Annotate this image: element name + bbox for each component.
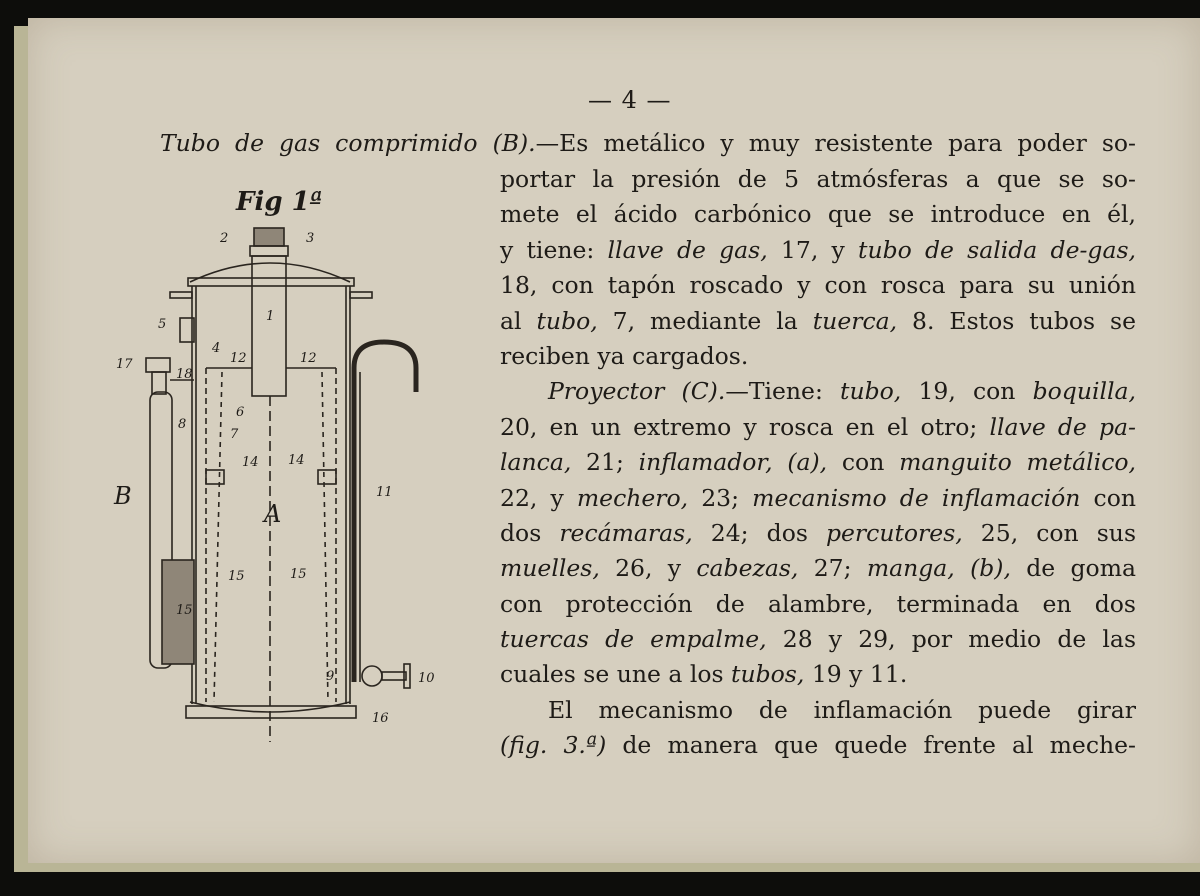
paragraph-2-line-4: 22, y mechero, 23; mecanismo de inflamación con [500, 483, 1136, 512]
figure-label: 10 [418, 671, 435, 686]
paragraph-1-line-1: Tubo de gas comprimido (B).—Es metálico y muy resistente para poder so- [160, 129, 1136, 157]
figure-1-illustration [114, 182, 450, 742]
figure-label: 15 [228, 569, 245, 584]
figure-label: 16 [372, 711, 389, 726]
figure-label: 14 [242, 455, 259, 470]
figure-label: 2 [220, 231, 229, 246]
figure-label: 12 [230, 351, 247, 366]
paragraph-1-line-3: mete el ácido carbónico que se introduce en él, [500, 200, 1136, 229]
figure-letter-a: A [264, 500, 282, 528]
figure-label: 11 [376, 485, 393, 500]
figure-label: 7 [230, 427, 239, 442]
figure-label: 12 [300, 351, 317, 366]
paragraph-2-line-1: Proyector (C).—Tiene: tubo, 19, con boquilla, [548, 377, 1136, 406]
figure-label: 8 [178, 417, 187, 432]
paragraph-1-line-5: 18, con tapón roscado y con rosca para su unión [500, 271, 1136, 300]
figure-label: 6 [236, 405, 245, 420]
paragraph-1-line-2: portar la presión de 5 atmósferas a que se so- [500, 165, 1136, 193]
figure-label: 14 [288, 453, 305, 468]
figure-label: 18 [176, 367, 193, 382]
paragraph-2-line-5: dos recámaras, 24; dos percutores, 25, con sus [500, 518, 1136, 547]
page-number: — 4 — [588, 86, 672, 114]
paragraph-2-line-3: lanca, 21; inflamador, (a), con manguito metálico, [500, 448, 1136, 477]
section-heading-proyector: Proyector (C). [548, 377, 726, 406]
paragraph-2-line-7: con protección de alambre, terminada en dos [500, 589, 1136, 618]
text-column [500, 162, 1136, 764]
figure-label: 4 [212, 341, 221, 356]
paragraph-1-line-4: y tiene: llave de gas, 17, y tubo de salida de-gas, [500, 235, 1137, 264]
paragraph-2-line-6: muelles, 26, y cabezas, 27; manga, (b), de goma [500, 554, 1136, 583]
paragraph-3-line-1: El mecanismo de inflamación puede girar [548, 695, 1136, 724]
figure-label: 3 [306, 231, 315, 246]
figure-title: Fig 1ª [236, 187, 323, 217]
paragraph-1-line-7: reciben ya cargados. [500, 341, 749, 370]
figure-label: 5 [158, 317, 167, 332]
figure-label: 15 [290, 567, 307, 582]
figure-label: 9 [326, 669, 335, 684]
figure-label: 15 [176, 603, 193, 618]
figure-label: 1 [266, 309, 275, 324]
paragraph-2-line-8: tuercas de empalme, 28 y 29, por medio de las [500, 625, 1137, 654]
paragraph-3-line-2: (fig. 3.ª) de manera que quede frente al meche- [500, 731, 1136, 760]
paragraph-2-line-2: 20, en un extremo y rosca en el otro; llave de pa- [500, 412, 1136, 441]
paragraph-2-line-9: cuales se une a los tubos, 19 y 11. [500, 660, 908, 689]
figure-letter-b: B [114, 482, 132, 510]
section-heading-tubo: Tubo de gas comprimido (B). [160, 129, 536, 157]
figure-label: 17 [116, 357, 133, 372]
paragraph-1-line-6: al tubo, 7, mediante la tuerca, 8. Estos tubos se [500, 306, 1136, 335]
